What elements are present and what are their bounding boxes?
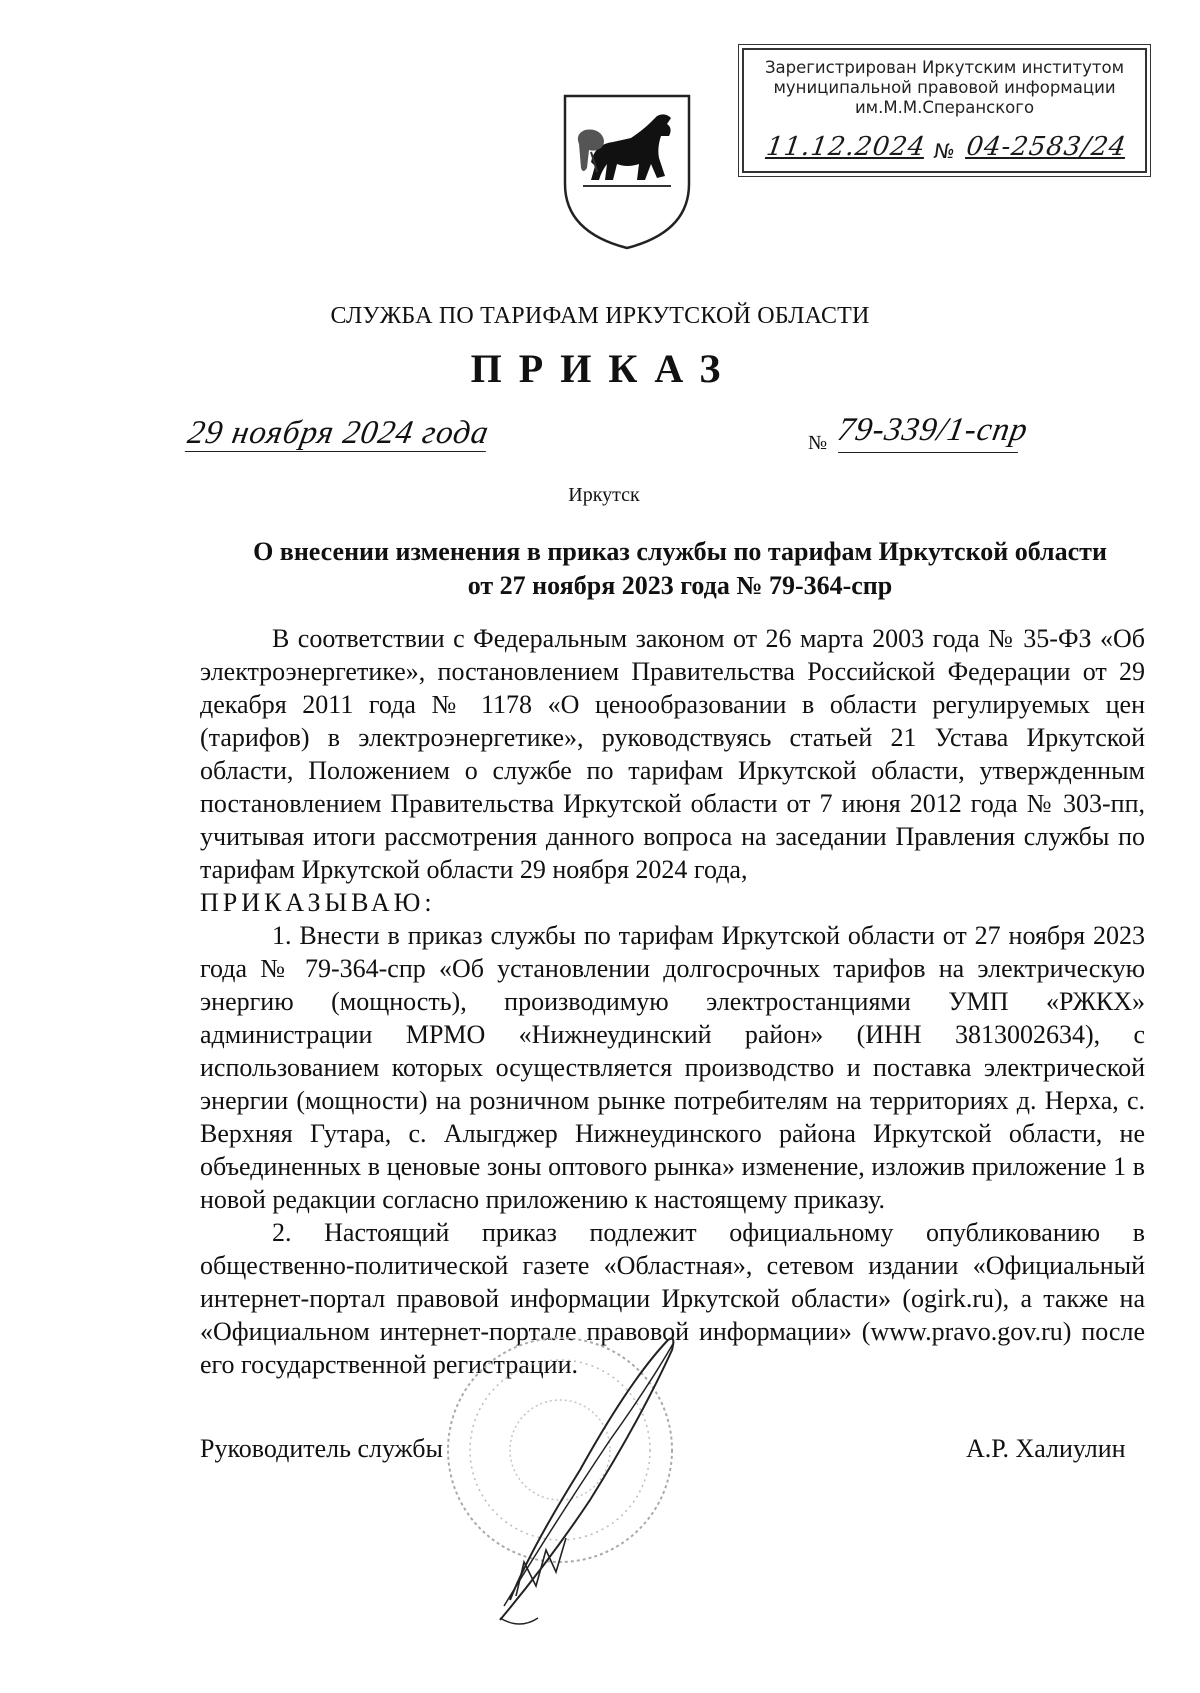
document-body [200,622,1145,1381]
stamp-registration-number: 04-2583/24 [964,132,1129,162]
order-word: ПРИКАЗЫВАЮ: [200,888,436,917]
order-number-sign: № [808,432,828,454]
city-name: Иркутск [568,484,640,506]
order-item-1: 1. Внести в приказ службы по тарифам Иркутской области от 27 ноября 2023 года № 79-364-спр «Об установлении долгосрочных тарифов на электрическую энергию (мощность), производимую электростанциями УМП «РЖКХ» администрации МРМО «Нижнеудинский район» (ИНН 3813002634), с использованием которых осуществляется производство и поставка электрической энергии (мощности) на розничном рынке потребителям на территориях д. Нерха, с. Верхняя Гутара, с. Алыгджер Нижнеудинского района Иркутской области, не объединенных в ценовые зоны оптового рынка» изменение, изложив приложение 1 в новой редакции согласно приложению к настоящему приказу. [200,921,1145,1214]
registration-stamp [742,48,1147,173]
stamp-line-1: Зарегистрирован Иркутским институтом [764,58,1125,77]
document-title-line-2: от 27 ноября 2023 года № 79-364-спр [467,571,893,600]
document-title-line-1: О внесении изменения в приказ службы по тарифам Иркутской области [253,537,1107,566]
order-handwritten-date: 29 ноября 2024 года [184,415,492,451]
order-number-underline [838,452,1018,453]
stamp-line-2: муниципальной правовой информации [773,78,1116,97]
document-type-heading: ПРИКАЗ [470,346,738,391]
stamp-handwritten-registration [764,132,1129,166]
agency-name: СЛУЖБА ПО ТАРИФАМ ИРКУТСКОЙ ОБЛАСТИ [330,303,870,329]
signatory-name: А.Р. Халиулин [966,1434,1126,1463]
order-item-2: 2. Настоящий приказ подлежит официальному опубликованию в общественно-политической газете «Областная», сетевом издании «Официальный интернет-портал правовой информации Иркутской области» (ogirk.ru), а также на «Официальном интернет-портале правовой информации» (www.pravo.gov.ru) после его государственной регистрации. [200,1218,1145,1379]
order-handwritten-number: 79-339/1-спр [834,412,1031,448]
signatory-position: Руководитель службы [200,1434,443,1463]
document-title [200,535,1160,603]
preamble-paragraph: В соответствии с Федеральным законом от 26 марта 2003 года № 35-ФЗ «Об электроэнергетике», постановлением Правительства Российской Федерации от 29 декабря 2011 года № 1178 «О ценообразовании в области регулируемых цен (тарифов) в электроэнергетике», руководствуясь статьей 21 Устава Иркутской области, Положением о службе по тарифам Иркутской области, утвержденным постановлением Правительства Иркутской области от 7 июня 2012 года № 303-пп, учитывая итоги рассмотрения данного вопроса на заседании Правления службы по тарифам Иркутской области 29 ноября 2024 года, [200,624,1145,884]
coat-of-arms-emblem [561,92,693,252]
official-seal-with-signature [440,1300,680,1630]
stamp-line-3: им.М.М.Сперанского [854,98,1035,117]
stamp-number-sign: № [932,139,958,163]
stamp-registration-date: 11.12.2024 [764,132,928,162]
